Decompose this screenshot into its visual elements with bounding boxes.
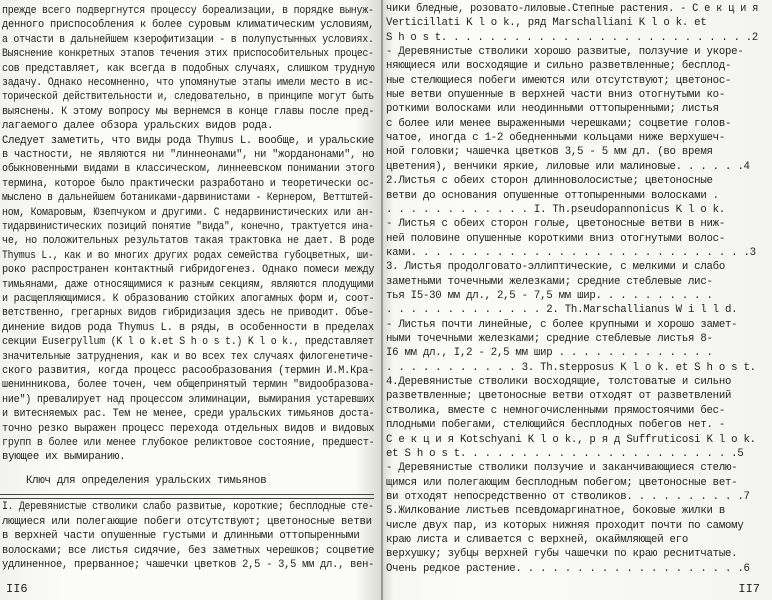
text-line: плодными побегами, стелющийся бесплодных побегов нет. - xyxy=(386,419,725,431)
key-line: лющиеся или полегающие побеги отсутствуют; цветоносные ветви xyxy=(2,516,372,528)
text-line: в частности, не являются ни "линнеонами", ни "жорданонами", но xyxy=(2,149,375,161)
text-line: лагаемого далее обзора уральских видов рода. xyxy=(2,120,274,132)
text-line: сов представляет, как всегда в подобных случаях, слишком трудную xyxy=(2,63,375,75)
text-line: че, но положительных результатов такая трактовка не дает. В роде xyxy=(2,235,375,247)
text-line: ные стелющиеся побеги имеются или отсутствуют; цветонос- xyxy=(386,75,732,87)
text-line: ные ветви опушенные в верхней части вниз отогнутыми ко- xyxy=(386,89,725,101)
text-line: 2.Листья с обеих сторон длинноволосистые; цветоносные xyxy=(386,175,713,187)
text-line: тимьянами, даже относящимися к разным секциям, являются плодущими xyxy=(2,279,374,291)
left-page xyxy=(0,0,380,600)
text-line: секции Euserpyllum (K l o k.et S h o s t.) K l o k., представляет xyxy=(2,336,374,348)
text-line: ными точечными железками; средние стеблевые листья 8- xyxy=(386,333,713,345)
book-gutter xyxy=(381,0,383,600)
text-line: С е к ц и я Kotschyani K l o k., р я д Suffruticosi K l o k. xyxy=(386,434,756,446)
text-line: S h o s t. . . . . . . . . . . . . . . . . . . . . . . . . .2 xyxy=(386,32,758,44)
text-line: выяснены. К этому вопросу мы вернемся в конце главы после пред- xyxy=(2,106,375,118)
text-line: роткими волосками или неодинными оттопыренными; листья xyxy=(386,103,719,115)
text-line: - Деревянистые стволики ползучие и заканчивающиеся стелю- xyxy=(386,462,738,474)
text-line: задачу. Однако несомненно, что упомянутые этапы имели место в ис- xyxy=(2,77,374,89)
text-line: 3. Листья продолговато-эллиптические, с мелкими и слабо xyxy=(386,261,725,273)
text-line: Выяснение конкретных этапов течения этих приспособительных процес- xyxy=(2,48,374,60)
text-line: ветви до основания опушенные оттопыренными волосками . xyxy=(386,190,719,202)
text-line: и витесняемых рас. Тем не менее, среди уральских тимьянов доста- xyxy=(2,408,375,420)
text-line: прежде всего подвергнутся процессу бореализации, в порядке вынуж- xyxy=(2,5,374,17)
text-line: шенинникова, более точен, чем общепринятый термин "видообразова- xyxy=(2,379,375,391)
text-line: ние") превалирует над процессом элиминации, вымирания устаревших xyxy=(2,394,375,406)
text-line: а отчасти в дальнейшем кзерофитизации - в полупустынных условиях. xyxy=(2,34,374,46)
text-line: ной головки; чашечка цветков 3,5 - 5 мм дл. (во время xyxy=(386,146,713,158)
key-line: I. Деревянистые стволики слабо развитые, короткие; бесплодные сте- xyxy=(2,501,374,513)
text-line: - Листья с обеих сторон голые, цветоносные ветви в ниж- xyxy=(386,218,725,230)
text-line: торической действительности и, следовательно, в принципе могут быть xyxy=(2,91,374,103)
text-line: обыкновенными видами в классическом, линнеевском понимании этого xyxy=(2,163,375,175)
text-line: ви отходят непосредственно от стволиков. . . . . . . . . .7 xyxy=(386,491,750,503)
text-line: групп в более или менее глубокое реликтовое состояние, предшест- xyxy=(2,437,375,449)
key-title: Ключ для определения уральских тимьянов xyxy=(26,475,267,487)
key-line: в верхней части опушенные густыми и длинными оттопыренными xyxy=(2,530,360,542)
text-line: ского развития, когда процесс расообразования (термин И.М.Кра- xyxy=(2,365,375,377)
text-line: разветвленные; цветоносные ветви отходят от разветвлений xyxy=(386,390,732,402)
text-line: ками. . . . . . . . . . . . . . . . . . . . . . . . . . . .3 xyxy=(386,247,756,259)
text-line: числе двух пар, из которых нижняя проходит почти по самому xyxy=(386,520,744,532)
text-line: няющиеся или восходящие и сильно разветвленные; бесплод- xyxy=(386,60,732,72)
text-line: щимся или полегающим бесплодным побегом; цветоносные вет- xyxy=(386,477,738,489)
text-line: - Деревянистые стволики хорошо развитые, ползучие и укоре- xyxy=(386,46,744,58)
text-line: чики бледные, розовато-лиловые.Степные растения. - С е к ц и я xyxy=(386,3,759,15)
text-line: - Листья почти линейные, с более крупными и хорошо замет- xyxy=(386,319,738,331)
text-line: тидарвинистических позиций понятие "вида", конечно, трактуется ина- xyxy=(2,221,374,233)
text-line: . . . . . . . . . . . . I. Th.pseudopannonicus K l o k. xyxy=(386,204,725,216)
text-line: 5.Жилкование листьев псевдомаргинатное, боковые жилки в xyxy=(386,505,725,517)
page-number-left: II6 xyxy=(6,582,28,596)
text-line: . . . . . . . . . . . . . 2. Th.Marschallianus W i l l d. xyxy=(386,304,738,316)
right-page xyxy=(384,0,772,600)
text-line: ветственно, грегарных видов гибридизация здесь не приводит. Объе- xyxy=(2,307,374,319)
text-line: . . . . . . . . . . . 3. Th.stepposus K l o k. et S h o s t. xyxy=(386,362,756,374)
key-line: волосками; все листья сидячие, без заметных черешков; соцветие xyxy=(2,545,375,557)
text-line: стволика, вместе с немногочисленными прямостоячими бес- xyxy=(386,405,725,417)
page-number-right: II7 xyxy=(738,582,760,596)
text-line: Очень редкое растение. . . . . . . . . . . . . . . . . . .6 xyxy=(386,563,750,575)
text-line: верхушку; зубцы верхней губы чашечки по краю реснитчатые. xyxy=(386,548,738,560)
text-line: Thymus L., как и во многих других родах семейства губоцветных, ши- xyxy=(2,250,374,262)
key-line: удлиненное, прерванное; чашечки цветков 2,5 - 3,5 мм дл., вен- xyxy=(2,559,375,571)
text-line: вующее их вымиранию. xyxy=(2,451,126,463)
text-line: I6 мм дл., I,2 - 2,5 мм шир . . . . . . . . . . . . . xyxy=(386,347,713,359)
text-line: тья I5-30 мм дл., 2,5 - 7,5 мм шир. . . . . . . . . . xyxy=(386,290,713,302)
text-line: цветения), венчики яркие, лиловые или малиновые. . . . . .4 xyxy=(386,161,750,173)
key-top-rule xyxy=(0,494,374,495)
text-line: денного приспособления к более суровым климатическим условиям, xyxy=(2,19,375,31)
text-line: и расщепляющимися. К образованию стойких апогамных форм и, соот- xyxy=(2,293,375,305)
text-line: ней половине опушенные короткими вниз отогнутыми волос- xyxy=(386,233,725,245)
text-line: чатое, иногда с 1-2 обедненными кольцами ниже верхушеч- xyxy=(386,132,725,144)
text-line: 4.Деревянистые стволики восходящие, толстоватые и сильно xyxy=(386,376,732,388)
text-line: ном, Комаровым, Юзепчуком и другими. С недарвинистических или ан- xyxy=(2,207,374,219)
text-line: мыслено в дальнейшем ботаниками-дарвинистами - Кернером, Веттштей- xyxy=(2,192,374,204)
text-line: Verticillati K l o k., ряд Marschalliani K l o k. et xyxy=(386,17,707,29)
text-line: краю листа и сливается с верхней, окаймляющей его xyxy=(386,534,689,546)
text-line: точно резко выражен процесс перехода отдельных видов и видовых xyxy=(2,423,375,435)
text-line: динение видов рода Thymus L. в ряды, в особенности в пределах xyxy=(2,322,374,334)
key-bottom-rule xyxy=(0,498,374,499)
text-line: заметными точечными железками; средние стеблевые лис- xyxy=(386,276,713,288)
text-line: роко распространен контактный гибридогенез. Однако помеси между xyxy=(2,264,375,276)
text-line: с более или менее выраженными черешками; соцветие голов- xyxy=(386,118,732,130)
text-line: термина, которое было практически разработано и теоретически ос- xyxy=(2,178,375,190)
text-line: et S h o s t. . . . . . . . . . . . . . . . . . . . . . .5 xyxy=(386,448,744,460)
text-line: значительные затруднения, как и во всех тех случаях филогенетиче- xyxy=(2,351,374,363)
text-line: Следует заметить, что виды рода Thymus L. вообще, и уральские xyxy=(2,135,374,147)
